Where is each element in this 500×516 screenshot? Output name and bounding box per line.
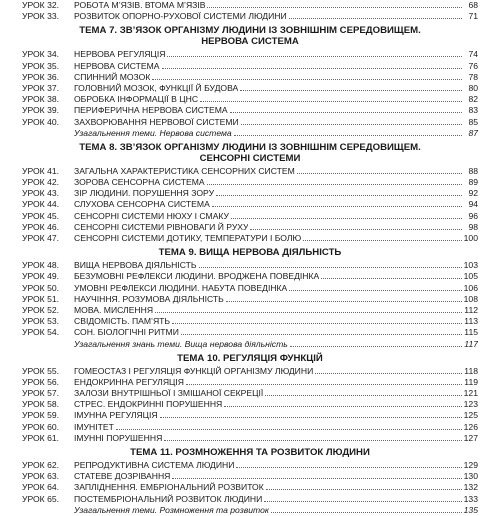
page-number: 80: [468, 82, 478, 93]
entry-title: ІМУННІ ПОРУШЕННЯ: [74, 432, 163, 443]
lesson-number: УРОК 36.: [22, 71, 60, 82]
lesson-number: УРОК 38.: [22, 94, 60, 105]
lesson-entry[interactable]: [22, 494, 478, 505]
page-number: 98: [468, 221, 478, 232]
lesson-entry[interactable]: [22, 11, 478, 22]
summary-entry[interactable]: [22, 505, 478, 516]
leader-dots: [303, 233, 461, 241]
entry-title: ЕНДОКРИННА РЕГУЛЯЦІЯ: [74, 376, 184, 387]
page-number: 68: [468, 0, 478, 10]
entry-title: ІМУННА РЕГУЛЯЦІЯ: [74, 410, 158, 421]
entry-title: ВИЩА НЕРВОВА ДІЯЛЬНІСТЬ: [74, 260, 197, 271]
lesson-entry[interactable]: [22, 49, 478, 60]
lesson-number: УРОК 65.: [22, 493, 60, 504]
page-number: 94: [468, 199, 478, 210]
lesson-entry[interactable]: [22, 410, 478, 421]
page-number: 100: [463, 233, 478, 243]
lesson-entry[interactable]: [22, 233, 478, 244]
page-number: 108: [463, 293, 478, 304]
leader-dots: [167, 49, 462, 57]
entry-title: ОБРОБКА ІНФОРМАЦІЇ В ЦНС: [74, 94, 199, 105]
leader-dots: [199, 260, 462, 268]
page-number: 135: [463, 504, 478, 515]
entry-title: НАУЧІННЯ. РОЗУМОВА ДІЯЛЬНІСТЬ: [74, 293, 224, 304]
lesson-number: УРОК 35.: [22, 60, 60, 71]
page-number: 132: [463, 482, 478, 493]
lesson-number: УРОК 37.: [22, 82, 60, 93]
lesson-entry[interactable]: [22, 199, 478, 210]
leader-dots: [216, 188, 462, 196]
page-number: 82: [468, 94, 478, 105]
entry-title: РЕПРОДУКТИВНА СИСТЕМА ЛЮДИНИ: [74, 460, 235, 470]
leader-dots: [116, 422, 462, 430]
leader-dots: [207, 177, 462, 185]
page-number: 119: [464, 376, 478, 387]
lesson-number: УРОК 51.: [22, 293, 60, 304]
summary-entry[interactable]: [22, 339, 478, 350]
leader-dots: [181, 327, 462, 335]
entry-title: ЗОРОВА СЕНСОРНА СИСТЕМА: [74, 177, 205, 188]
entry-title: НЕРВОВА СИСТЕМА: [74, 60, 160, 71]
page-number: 96: [468, 210, 478, 221]
lesson-entry[interactable]: [22, 399, 478, 410]
entry-title: ЗАПЛІДНЕННЯ. ЕМБРІОНАЛЬНИЙ РОЗВИТОК: [74, 482, 264, 493]
lesson-entry[interactable]: [22, 305, 478, 316]
lesson-number: УРОК 41.: [22, 165, 60, 176]
lesson-number: УРОК 54.: [22, 327, 60, 338]
entry-title: НЕРВОВА РЕГУЛЯЦІЯ: [74, 49, 166, 60]
leader-dots: [226, 294, 462, 302]
leader-dots: [297, 166, 462, 174]
leader-dots: [212, 199, 462, 207]
lesson-entry[interactable]: [22, 422, 478, 433]
lesson-number: УРОК 43.: [22, 188, 60, 199]
lesson-entry[interactable]: [22, 271, 478, 282]
entry-title: МОВА. МИСЛЕННЯ: [74, 304, 154, 315]
entry-title: ІМУНІТЕТ: [74, 421, 114, 432]
lesson-number: УРОК 40.: [22, 116, 60, 127]
lesson-entry[interactable]: [22, 327, 478, 338]
leader-dots: [200, 94, 462, 102]
lesson-entry[interactable]: [22, 117, 478, 128]
entry-title: Узагальнення знань теми. Вища нервова діяльність: [74, 338, 288, 349]
entry-title: СЕНСОРНІ СИСТЕМИ РІВНОВАГИ Й РУХУ: [74, 221, 249, 232]
leader-dots: [172, 316, 462, 324]
leader-dots: [162, 61, 462, 69]
page-number: 71: [468, 11, 478, 22]
lesson-number: УРОК 39.: [22, 105, 60, 116]
entry-title: СЛУХОВА СЕНСОРНА СИСТЕМА: [74, 199, 210, 210]
page-number: 89: [468, 177, 478, 188]
page-number: 106: [463, 282, 478, 293]
page-number: 112: [464, 304, 478, 315]
leader-dots: [152, 72, 462, 80]
leader-dots: [290, 339, 462, 347]
lesson-number: УРОК 46.: [22, 221, 60, 232]
page-number: 85: [468, 116, 478, 127]
page-number: 129: [463, 460, 478, 470]
leader-dots: [164, 433, 461, 441]
page-number: 78: [468, 71, 478, 82]
lesson-entry[interactable]: [22, 366, 478, 377]
entry-title: ЗАХВОРЮВАННЯ НЕРВОВОЇ СИСТЕМИ: [74, 116, 239, 127]
page-number: 76: [468, 60, 478, 71]
page-number: 130: [463, 471, 478, 482]
lesson-entry[interactable]: [22, 188, 478, 199]
entry-title: ГОМЕОСТАЗ І РЕГУЛЯЦІЯ ФУНКЦІЙ ОРГАНІЗМУ ЛЮДИНИ: [74, 365, 314, 376]
lesson-entry[interactable]: [22, 177, 478, 188]
lesson-entry[interactable]: [22, 222, 478, 233]
leader-dots: [265, 388, 461, 396]
lesson-number: УРОК 42.: [22, 177, 60, 188]
lesson-entry[interactable]: [22, 94, 478, 105]
entry-title: СЕНСОРНІ СИСТЕМИ ДОТИКУ, ТЕМПЕРАТУРИ І БОЛЮ: [74, 233, 302, 243]
lesson-number: УРОК 34.: [22, 49, 60, 60]
lesson-entry[interactable]: [22, 0, 478, 11]
entry-title: СВІДОМІСТЬ. ПАМ’ЯТЬ: [74, 316, 171, 327]
lesson-entry[interactable]: [22, 166, 478, 177]
lesson-number: УРОК 55.: [22, 365, 60, 376]
entry-title: СОН. БІОЛОГІЧНІ РИТМИ: [74, 327, 179, 338]
lesson-number: УРОК 44.: [22, 199, 60, 210]
leader-dots: [264, 494, 461, 502]
lesson-entry[interactable]: [22, 482, 478, 493]
page-number: 115: [464, 327, 478, 338]
entry-title: ЗАЛОЗИ ВНУТРІШНЬОЇ І ЗМІШАНОЇ СЕКРЕЦІЇ: [74, 388, 264, 399]
leader-dots: [315, 366, 462, 374]
page-number: 123: [463, 399, 478, 410]
lesson-number: УРОК 57.: [22, 388, 60, 399]
lesson-entry[interactable]: [22, 260, 478, 271]
page-number: 118: [464, 365, 478, 376]
lesson-entry[interactable]: [22, 105, 478, 116]
page-number: 74: [468, 49, 478, 60]
topic-heading: ТЕМА 8. ЗВ’ЯЗОК ОРГАНІЗМУ ЛЮДИНИ ІЗ ЗОВНІШНІМ СЕРЕДОВИЩЕМ. СЕНСОРНІ СИСТЕМИ: [79, 141, 421, 164]
lesson-number: УРОК 48.: [22, 260, 60, 271]
lesson-number: УРОК 64.: [22, 482, 60, 493]
page-number: 113: [464, 316, 478, 327]
page-number: 125: [463, 410, 478, 421]
lesson-number: УРОК 50.: [22, 282, 60, 293]
lesson-number: УРОК 49.: [22, 271, 60, 282]
topic-heading: ТЕМА 11. РОЗМНОЖЕННЯ ТА РОЗВИТОК ЛЮДИНИ: [130, 447, 370, 458]
page-number: 92: [468, 188, 478, 199]
leader-dots: [230, 105, 462, 113]
page-number: 103: [463, 260, 478, 271]
leader-dots: [289, 283, 461, 291]
entry-title: Узагальнення теми. Розмноження та розвиток: [74, 504, 269, 515]
lesson-number: УРОК 47.: [22, 233, 60, 243]
leader-dots: [207, 0, 462, 8]
lesson-number: УРОК 60.: [22, 421, 60, 432]
page-number: 105: [463, 271, 478, 282]
lesson-entry[interactable]: [22, 83, 478, 94]
lesson-entry[interactable]: [22, 388, 478, 399]
lesson-number: УРОК 58.: [22, 399, 60, 410]
leader-dots: [236, 460, 461, 468]
page-number: 88: [468, 165, 478, 176]
leader-dots: [289, 11, 462, 19]
lesson-number: УРОК 56.: [22, 376, 60, 387]
entry-title: ПОСТЕМБРІОНАЛЬНИЙ РОЗВИТОК ЛЮДИНИ: [74, 493, 263, 504]
entry-title: БЕЗУМОВНІ РЕФЛЕКСИ ЛЮДИНИ. ВРОДЖЕНА ПОВЕДІНКА: [74, 271, 320, 282]
lesson-entry[interactable]: [22, 211, 478, 222]
entry-title: Узагальнення теми. Нервова система: [74, 127, 232, 138]
lesson-entry[interactable]: [22, 377, 478, 388]
page-number: 126: [463, 421, 478, 432]
lesson-entry[interactable]: [22, 283, 478, 294]
lesson-entry[interactable]: [22, 294, 478, 305]
lesson-entry[interactable]: [22, 316, 478, 327]
page-number: 133: [463, 493, 478, 504]
leader-dots: [186, 377, 462, 385]
leader-dots: [172, 471, 461, 479]
lesson-number: УРОК 52.: [22, 304, 60, 315]
entry-title: ПЕРИФЕРИЧНА НЕРВОВА СИСТЕМА: [74, 105, 228, 116]
leader-dots: [241, 117, 462, 125]
topic-heading: ТЕМА 7. ЗВ’ЯЗОК ОРГАНІЗМУ ЛЮДИНИ ІЗ ЗОВНІШНІМ СЕРЕДОВИЩЕМ. НЕРВОВА СИСТЕМА: [79, 25, 421, 48]
page-number: 117: [464, 338, 478, 349]
leader-dots: [250, 222, 462, 230]
lesson-number: УРОК 62.: [22, 460, 60, 470]
leader-dots: [155, 305, 462, 313]
leader-dots: [240, 83, 462, 91]
lesson-number: УРОК 45.: [22, 210, 60, 221]
lesson-number: УРОК 59.: [22, 410, 60, 421]
lesson-entry[interactable]: [22, 471, 478, 482]
leader-dots: [224, 399, 461, 407]
leader-dots: [266, 482, 462, 490]
leader-dots: [234, 128, 462, 136]
entry-title: СТРЕС. ЕНДОКРИННІ ПОРУШЕННЯ: [74, 399, 223, 410]
entry-title: ГОЛОВНИЙ МОЗОК, ФУНКЦІЇ Й БУДОВА: [74, 82, 239, 93]
lesson-number: УРОК 63.: [22, 471, 60, 482]
leader-dots: [160, 410, 462, 418]
entry-title: СПИННИЙ МОЗОК: [74, 71, 151, 82]
topic-heading: ТЕМА 10. РЕГУЛЯЦІЯ ФУНКЦІЙ: [177, 352, 323, 364]
entry-title: ЗАГАЛЬНА ХАРАКТЕРИСТИКА СЕНСОРНИХ СИСТЕМ: [74, 165, 295, 176]
entry-title: УМОВНІ РЕФЛЕКСИ ЛЮДИНИ. НАБУТА ПОВЕДІНКА: [74, 282, 288, 293]
entry-title: СТАТЕВЕ ДОЗРІВАННЯ: [74, 471, 171, 482]
page-number: 87: [468, 127, 478, 138]
page-number: 83: [468, 105, 478, 116]
page-number: 121: [463, 388, 478, 399]
topic-heading: ТЕМА 9. ВИЩА НЕРВОВА ДІЯЛЬНІСТЬ: [158, 247, 342, 259]
entry-title: ЗІР ЛЮДИНИ. ПОРУШЕННЯ ЗОРУ: [74, 188, 215, 199]
entry-title: РОБОТА М’ЯЗІВ. ВТОМА М’ЯЗІВ: [74, 0, 206, 10]
leader-dots: [321, 271, 461, 279]
leader-dots: [231, 211, 462, 219]
lesson-number: УРОК 33.: [22, 11, 60, 22]
entry-title: СЕНСОРНІ СИСТЕМИ НЮХУ І СМАКУ: [74, 210, 229, 221]
lesson-entry[interactable]: [22, 460, 478, 471]
leader-dots: [271, 505, 462, 513]
lesson-entry[interactable]: [22, 433, 478, 444]
page-number: 127: [463, 432, 478, 443]
lesson-number: УРОК 53.: [22, 316, 60, 327]
lesson-entry[interactable]: [22, 61, 478, 72]
lesson-entry[interactable]: [22, 72, 478, 83]
lesson-number: УРОК 32.: [22, 0, 60, 10]
lesson-number: УРОК 61.: [22, 432, 60, 443]
entry-title: РОЗВИТОК ОПОРНО-РУХОВОЇ СИСТЕМИ ЛЮДИНИ: [74, 11, 287, 22]
summary-entry[interactable]: [22, 128, 478, 139]
